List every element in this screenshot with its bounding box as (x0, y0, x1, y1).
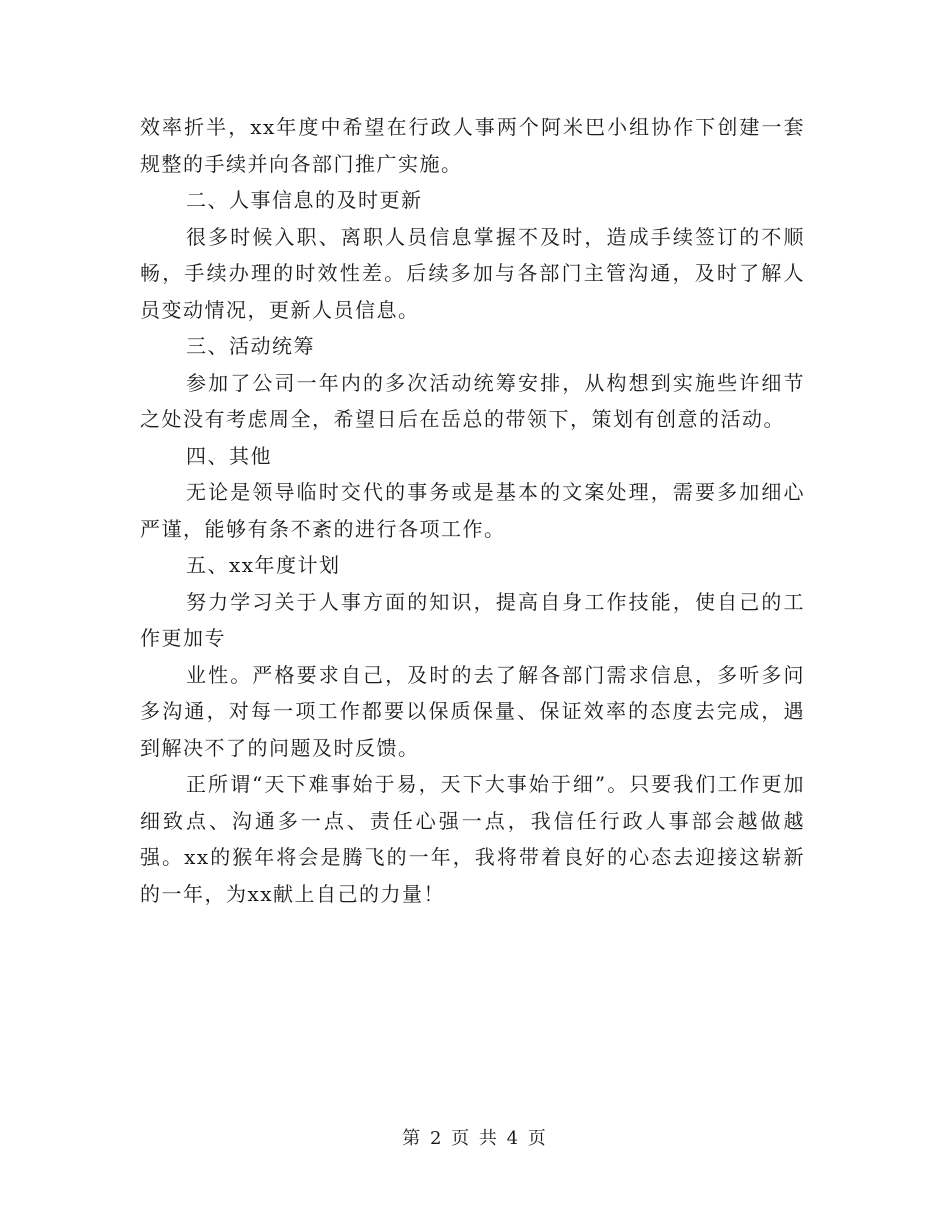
paragraph-activities: 参加了公司一年内的多次活动统筹安排，从构想到实施些许细节之处没有考虑周全，希望日后在岳总的带领下，策划有创意的活动。 (140, 370, 805, 431)
paragraph-continued: 效率折半，xx年度中希望在行政人事两个阿米巴小组协作下创建一套规整的手续并向各部门推广实施。 (140, 115, 805, 176)
paragraph-other: 无论是领导临时交代的事务或是基本的文案处理，需要多加细心严谨，能够有条不紊的进行各项工作。 (140, 480, 805, 541)
paragraph-personnel-info: 很多时候入职、离职人员信息掌握不及时，造成手续签订的不顺畅，手续办理的时效性差。后续多加与各部门主管沟通，及时了解人员变动情况，更新人员信息。 (140, 224, 805, 322)
section-heading-activities: 三、活动统筹 (186, 334, 315, 358)
section-heading-other: 四、其他 (186, 443, 272, 468)
document-body (140, 109, 805, 912)
section-heading-personnel-info: 二、人事信息的及时更新 (186, 188, 423, 212)
paragraph-annual-plan-part1: 努力学习关于人事方面的知识，提高自身工作技能，使自己的工作更加专 (140, 589, 805, 650)
paragraph-annual-plan-part2: 业性。严格要求自己，及时的去了解各部门需求信息，多听多问多沟通，对每一项工作都要以保质保量、保证效率的态度去完成，遇到解决不了的问题及时反馈。 (140, 662, 805, 760)
paragraph-closing: 正所谓“天下难事始于易，天下大事始于细”。只要我们工作更加细致点、沟通多一点、责任心强一点，我信任行政人事部会越做越强。xx的猴年将会是腾飞的一年，我将带着良好的心态去迎接这崭新的一年，为xx献上自己的力量！ (140, 772, 805, 906)
page-number-footer: 第 2 页 共 4 页 (402, 1128, 548, 1149)
section-heading-annual-plan: 五、xx年度计划 (186, 553, 341, 577)
